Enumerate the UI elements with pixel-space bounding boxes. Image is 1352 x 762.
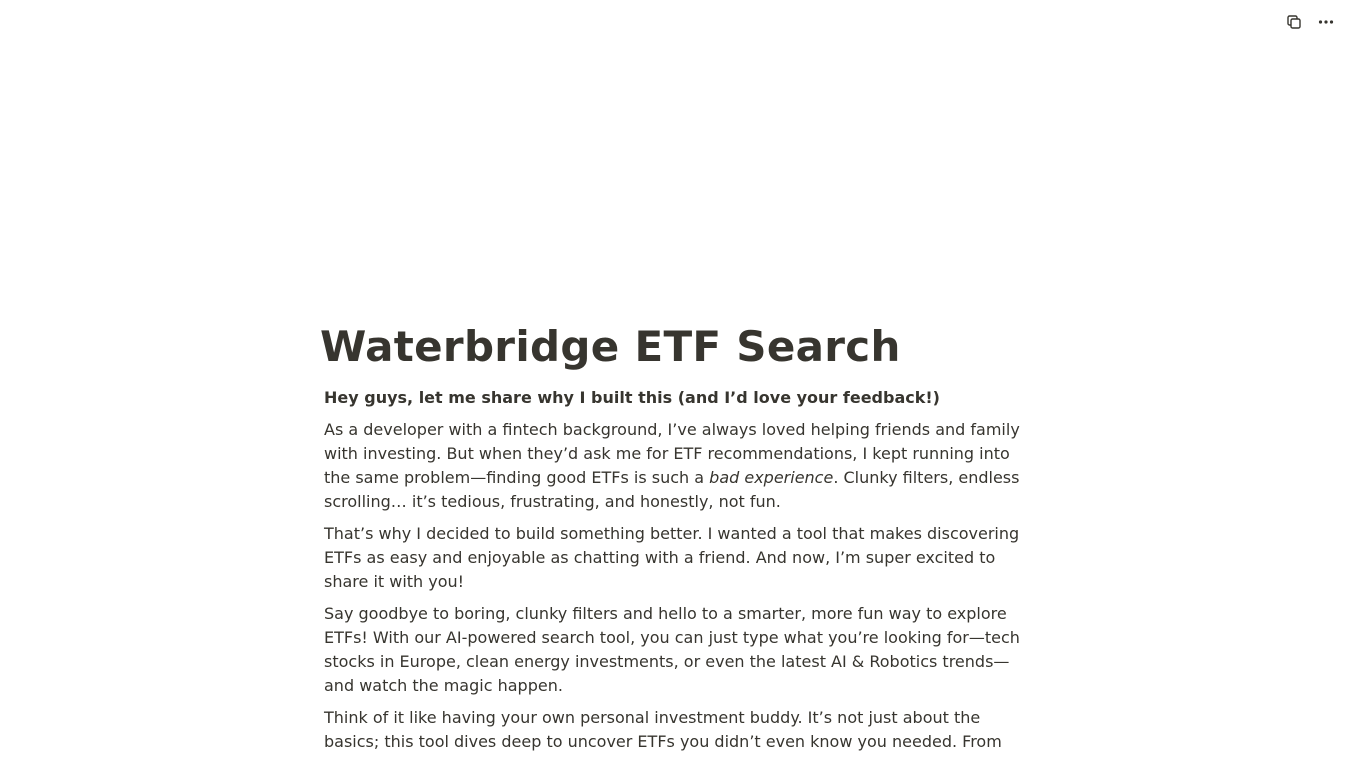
paragraph-intro-text-after: . Clunky filters, endless scrolling… it’s tedious, frustrating, and honestly, not fun. [324, 468, 1020, 511]
paragraph-buddy: Think of it like having your own personal investment buddy. It’s not just about the basics; this tool dives deep to uncover ETFs you didn’t even know you needed. From [324, 708, 1002, 751]
paragraph-intro-emphasis: bad experience [709, 468, 834, 487]
lead-paragraph: Hey guys, let me share why I built this (and I’d love your feedback!) [324, 388, 940, 407]
paragraph-motivation: That’s why I decided to build something better. I wanted a tool that makes discovering ETFs as easy and enjoyable as chatting with a friend. And now, I’m super excited to share it with you! [324, 524, 1020, 591]
paragraph-intro [324, 418, 1024, 514]
copy-icon[interactable] [1282, 10, 1306, 34]
paragraph-intro-text-before: As a developer with a fintech background, I’ve always loved helping friends and family with investing. But when they’d ask me for ETF recommendations, I kept running into the same problem—finding good ETFs is such a [324, 420, 1020, 487]
page-body [320, 386, 1024, 754]
paragraph-features: Say goodbye to boring, clunky filters and hello to a smarter, more fun way to explore ETFs! With our AI-powered search tool, you can just type what you’re looking for—tech stocks in Europe, clean energy investments, or even the latest AI & Robotics trends—and watch the magic happen. [324, 604, 1020, 695]
page-toolbar [1282, 10, 1338, 34]
page-title: Waterbridge ETF Search [320, 322, 901, 371]
page-content [320, 320, 1032, 762]
more-horizontal-icon[interactable] [1314, 10, 1338, 34]
